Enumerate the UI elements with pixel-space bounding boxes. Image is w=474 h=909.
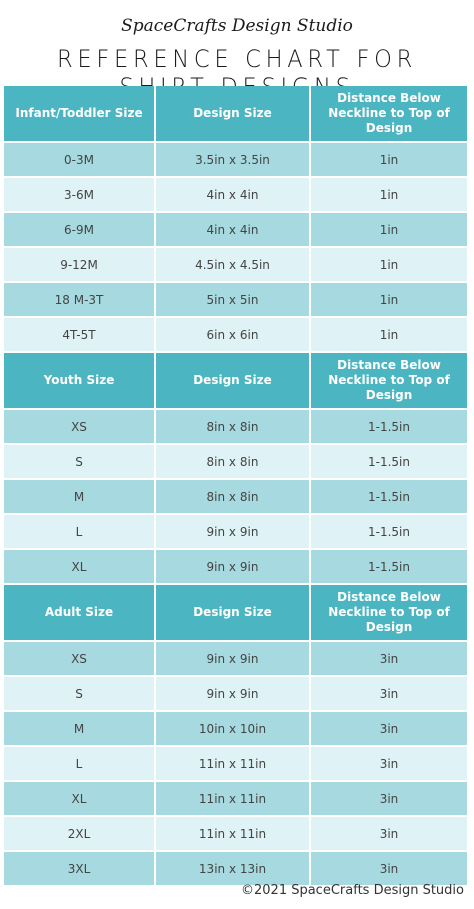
- table-cell: 10in x 10in: [156, 712, 309, 745]
- table-cell: 6in x 6in: [156, 318, 309, 351]
- table-cell: M: [4, 480, 154, 513]
- column-header: Distance Below Neckline to Top of Design: [311, 353, 467, 408]
- table-cell: XS: [4, 410, 154, 443]
- copyright-footer: ©2021 SpaceCrafts Design Studio: [241, 883, 464, 898]
- table-cell: 3-6M: [4, 178, 154, 211]
- table-cell: 3.5in x 3.5in: [156, 143, 309, 176]
- table-cell: 1in: [311, 248, 467, 281]
- table-cell: 2XL: [4, 817, 154, 850]
- table-row: [4, 445, 467, 478]
- column-header: Adult Size: [4, 585, 154, 640]
- table-cell: 1-1.5in: [311, 410, 467, 443]
- table-cell: 1in: [311, 283, 467, 316]
- table-row: [4, 852, 467, 885]
- table-cell: 9in x 9in: [156, 642, 309, 675]
- table-cell: 1-1.5in: [311, 445, 467, 478]
- table-cell: 8in x 8in: [156, 445, 309, 478]
- table-row: [4, 283, 467, 316]
- table-cell: 6-9M: [4, 213, 154, 246]
- column-header: Design Size: [156, 353, 309, 408]
- table-row: [4, 410, 467, 443]
- table-cell: 4T-5T: [4, 318, 154, 351]
- table-cell: 1-1.5in: [311, 480, 467, 513]
- column-header: Design Size: [156, 585, 309, 640]
- table-row: [4, 642, 467, 675]
- table-cell: 11in x 11in: [156, 817, 309, 850]
- section-header-row: [4, 86, 467, 141]
- table-cell: XL: [4, 782, 154, 815]
- table-cell: 9-12M: [4, 248, 154, 281]
- table-cell: 13in x 13in: [156, 852, 309, 885]
- column-header: Distance Below Neckline to Top of Design: [311, 86, 467, 141]
- column-header: Distance Below Neckline to Top of Design: [311, 585, 467, 640]
- table-row: [4, 817, 467, 850]
- table-cell: M: [4, 712, 154, 745]
- table-cell: XL: [4, 550, 154, 583]
- table-cell: 18 M-3T: [4, 283, 154, 316]
- table-cell: 4in x 4in: [156, 213, 309, 246]
- column-header: Infant/Toddler Size: [4, 86, 154, 141]
- table-cell: 1in: [311, 213, 467, 246]
- section-header-row: [4, 585, 467, 640]
- table-cell: 3in: [311, 677, 467, 710]
- table-row: [4, 782, 467, 815]
- table-cell: 3in: [311, 782, 467, 815]
- table-row: [4, 213, 467, 246]
- table-row: [4, 712, 467, 745]
- table-row: [4, 178, 467, 211]
- table-cell: 3in: [311, 642, 467, 675]
- table-row: [4, 677, 467, 710]
- table-cell: XS: [4, 642, 154, 675]
- table-cell: 1in: [311, 178, 467, 211]
- table-cell: 4.5in x 4.5in: [156, 248, 309, 281]
- table-cell: 9in x 9in: [156, 677, 309, 710]
- table-cell: 8in x 8in: [156, 410, 309, 443]
- table-cell: S: [4, 677, 154, 710]
- table-cell: 11in x 11in: [156, 747, 309, 780]
- size-chart-table: [4, 86, 467, 887]
- table-cell: 3in: [311, 852, 467, 885]
- table-cell: 3in: [311, 747, 467, 780]
- table-row: [4, 480, 467, 513]
- table-cell: 4in x 4in: [156, 178, 309, 211]
- table-cell: 5in x 5in: [156, 283, 309, 316]
- table-cell: 9in x 9in: [156, 550, 309, 583]
- table-cell: 1-1.5in: [311, 550, 467, 583]
- table-cell: 9in x 9in: [156, 515, 309, 548]
- table-cell: 0-3M: [4, 143, 154, 176]
- table-cell: S: [4, 445, 154, 478]
- table-row: [4, 550, 467, 583]
- page-title: REFERENCE CHART FOR: [57, 45, 417, 73]
- table-cell: 1in: [311, 318, 467, 351]
- table-row: [4, 248, 467, 281]
- table-cell: 8in x 8in: [156, 480, 309, 513]
- table-cell: L: [4, 515, 154, 548]
- table-cell: 1-1.5in: [311, 515, 467, 548]
- table-cell: 3XL: [4, 852, 154, 885]
- section-header-row: [4, 353, 467, 408]
- table-cell: 11in x 11in: [156, 782, 309, 815]
- brand-name: SpaceCrafts Design Studio: [121, 16, 353, 36]
- table-cell: L: [4, 747, 154, 780]
- column-header: Design Size: [156, 86, 309, 141]
- table-cell: 1in: [311, 143, 467, 176]
- table-cell: 3in: [311, 712, 467, 745]
- column-header: Youth Size: [4, 353, 154, 408]
- table-row: [4, 747, 467, 780]
- table-cell: 3in: [311, 817, 467, 850]
- table-row: [4, 143, 467, 176]
- table-row: [4, 515, 467, 548]
- table-row: [4, 318, 467, 351]
